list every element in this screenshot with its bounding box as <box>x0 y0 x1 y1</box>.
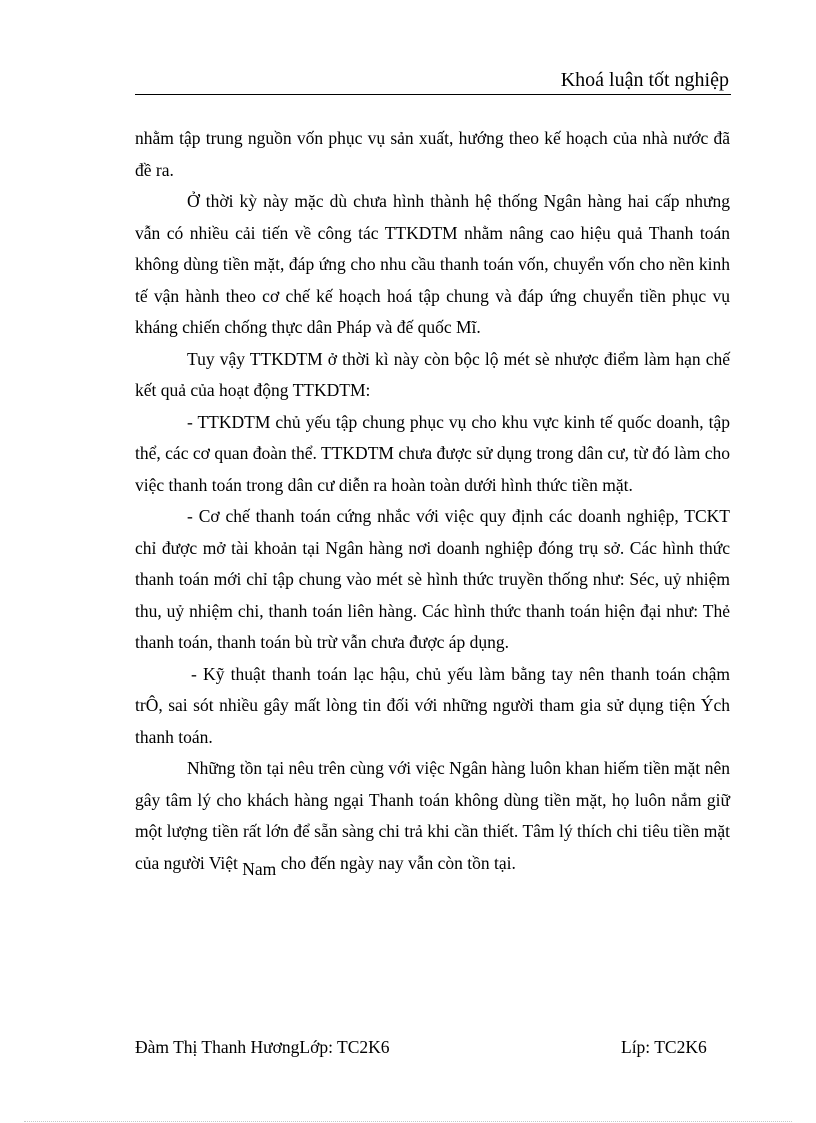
page-footer <box>135 1036 725 1060</box>
paragraph-5: - Cơ chế thanh toán cứng nhắc với việc quy định các doanh nghiệp, TCKT chỉ được mở tài khoản tại Ngân hàng nơi doanh nghiệp đóng trụ sở. Các hình thức thanh toán mới chỉ tập chung vào mét sè hình thức truyền thống như: Séc, uỷ nhiệm thu, uỷ nhiệm chi, thanh toán liên hàng. Các hình thức thanh toán hiện đại như: Thẻ thanh toán, thanh toán bù trừ vẫn chưa được áp dụng. <box>135 506 730 652</box>
paragraph-7-text: Những tồn tại nêu trên cùng với việc Ngân hàng luôn khan hiếm tiền mặt nên gây tâm lý cho khách hàng ngại Thanh toán không dùng tiền mặt, họ luôn nắm giữ một lượng tiền rất lớn để sẵn sàng chi trả khi cần thiết. Tâm lý thích chi tiêu tiền mặt của người Việt <box>135 758 730 873</box>
footer-class: Líp: TC2K6 <box>621 1037 707 1057</box>
page-header <box>135 66 731 95</box>
paragraph-3: Tuy vậy TTKDTM ở thời kì này còn bộc lộ mét sè nhược điểm làm hạn chế kết quả của hoạt động TTKDTM: <box>135 348 730 400</box>
paragraph-6: - Kỹ thuật thanh toán lạc hậu, chủ yếu làm bằng tay nên thanh toán chậm trÔ, sai sót nhiều gây mất lòng tin đối với những người tham gia sử dụng tiện Ých thanh toán. <box>135 663 730 747</box>
paragraph-7-end: cho đến ngày nay vẫn còn tồn tại. <box>276 852 516 873</box>
body-text <box>135 123 730 879</box>
paragraph-4: - TTKDTM chủ yếu tập chung phục vụ cho khu vực kinh tế quốc doanh, tập thể, các cơ quan đoàn thể. TTKDTM chưa được sử dụng trong dân cư, từ đó làm cho việc thanh toán trong dân cư diễn ra hoàn toàn dưới hình thức tiền mặt. <box>135 411 730 495</box>
paragraph-7-subscript: Nam <box>242 858 277 879</box>
paragraph-7 <box>135 753 730 879</box>
header-title: Khoá luận tốt nghiệp <box>560 69 729 91</box>
paragraph-2: Ở thời kỳ này mặc dù chưa hình thành hệ thống Ngân hàng hai cấp nhưng vẫn có nhiều cải tiến về công tác TTKDTM nhằm nâng cao hiệu quả Thanh toán không dùng tiền mặt, đáp ứng cho nhu cầu thanh toán vốn, chuyển vốn cho nền kinh tế vận hành theo cơ chế kế hoạch hoá tập chung và đáp ứng chuyển tiền phục vụ kháng chiến chống thực dân Pháp và đế quốc Mĩ. <box>135 191 730 337</box>
page-bottom-edge <box>24 1121 792 1122</box>
paragraph-1: nhằm tập trung nguồn vốn phục vụ sản xuất, hướng theo kế hoạch của nhà nước đã đề ra. <box>135 128 730 180</box>
footer-author: Đàm Thị Thanh HươngLớp: TC2K6 <box>135 1037 390 1057</box>
